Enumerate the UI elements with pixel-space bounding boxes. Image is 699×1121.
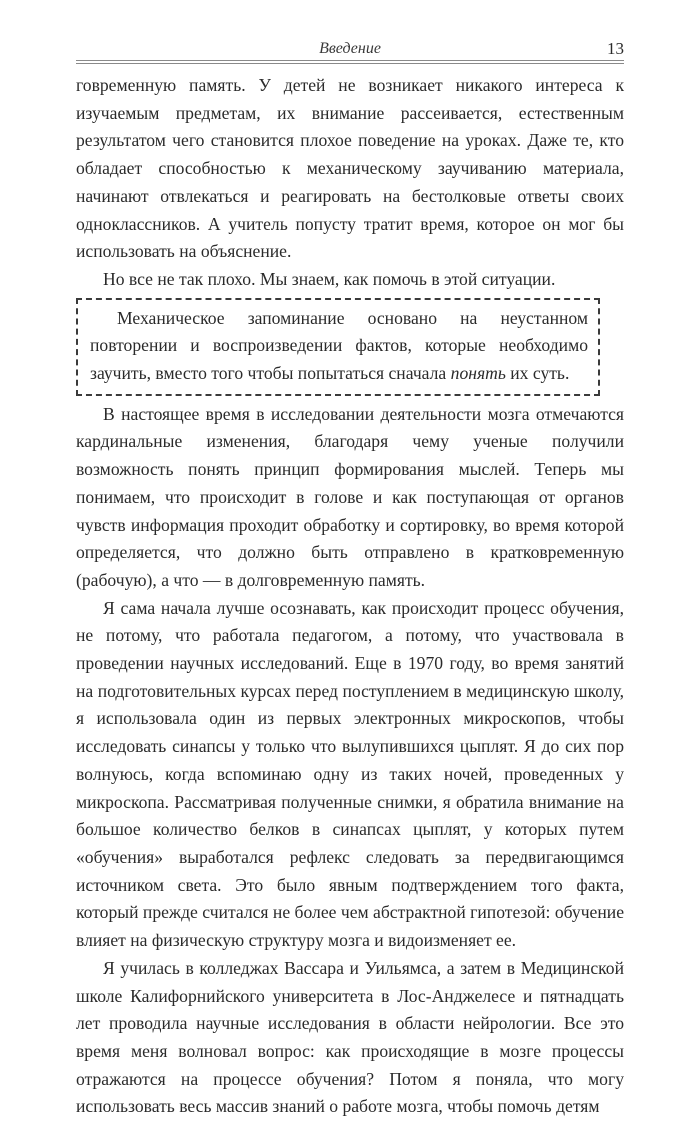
body-text: [76, 72, 624, 1121]
running-head: Введение: [319, 40, 381, 57]
header-rule: [76, 60, 624, 61]
callout-text-start: Механическое запоминание основано на неустанном повторении и воспроизведении фактов, которые необходимо заучить, вместо того чтобы попытаться сначала: [90, 307, 588, 384]
callout-emphasis: понять: [450, 363, 506, 384]
callout-text: [90, 305, 588, 388]
callout-box: [76, 298, 600, 396]
header-rule-secondary: [76, 63, 624, 64]
page-number: 13: [607, 39, 624, 58]
paragraph: Но все не так плохо. Мы знаем, как помочь в этой ситуации.: [103, 268, 556, 289]
paragraph-continued: говременную память. У детей не возникает никакого интереса к изучаемым предметам, их внимание рассеивается, естественным результатом чего становится плохое поведение на уроках. Даже те, кто обладает способностью к механическому заучиванию материала, начинают отвлекаться и реагировать на бестолковые ответы своих одноклассников. А учитель попусту тратит время, которое он мог бы использовать на объяснение.: [76, 75, 624, 262]
callout-text-end: их суть.: [505, 363, 570, 384]
paragraph: Я училась в колледжах Вассара и Уильямса, а затем в Медицинской школе Калифорнийского университета в Лос-Анджелесе и пятнадцать лет проводила научные исследования в области нейрологии. Все это время меня волновал вопрос: как происходящие в мозге процессы отражаются на процессе обучения? Потом я поняла, что могу использовать весь массив знаний о работе мозга, чтобы помочь детям: [76, 957, 624, 1117]
page-header: [76, 0, 624, 60]
paragraph: Я сама начала лучше осознавать, как происходит процесс обучения, не потому, что работала педагогом, а потому, что участвовала в проведении научных исследований. Еще в 1970 году, во время занятий на подготовительных курсах перед поступлением в медицинскую школу, я использовала один из первых электронных микроскопов, чтобы исследовать синапсы у только что вылупившихся цыплят. Я до сих пор волнуюсь, когда вспоминаю одну из таких ночей, проведенных у микроскопа. Рассматривая полученные снимки, я обратила внимание на большое количество белков в синапсах цыплят, у которых путем «обучения» выработался рефлекс следовать за передвигающимся источником света. Это было явным подтверждением того факта, который прежде считался не более чем абстрактной гипотезой: обучение влияет на физическую структуру мозга и видоизменяет ее.: [76, 597, 624, 951]
paragraph: В настоящее время в исследовании деятельности мозга отмечаются кардинальные изменения, благодаря чему ученые получили возможность понять принцип формирования мыслей. Теперь мы понимаем, что происходит в голове и как поступающая от органов чувств информация проходит обработку и сортировку, во время которой определяется, что должно быть отправлено в кратковременную (рабочую), а что — в долговременную память.: [76, 403, 624, 590]
book-page: [76, 0, 624, 1117]
